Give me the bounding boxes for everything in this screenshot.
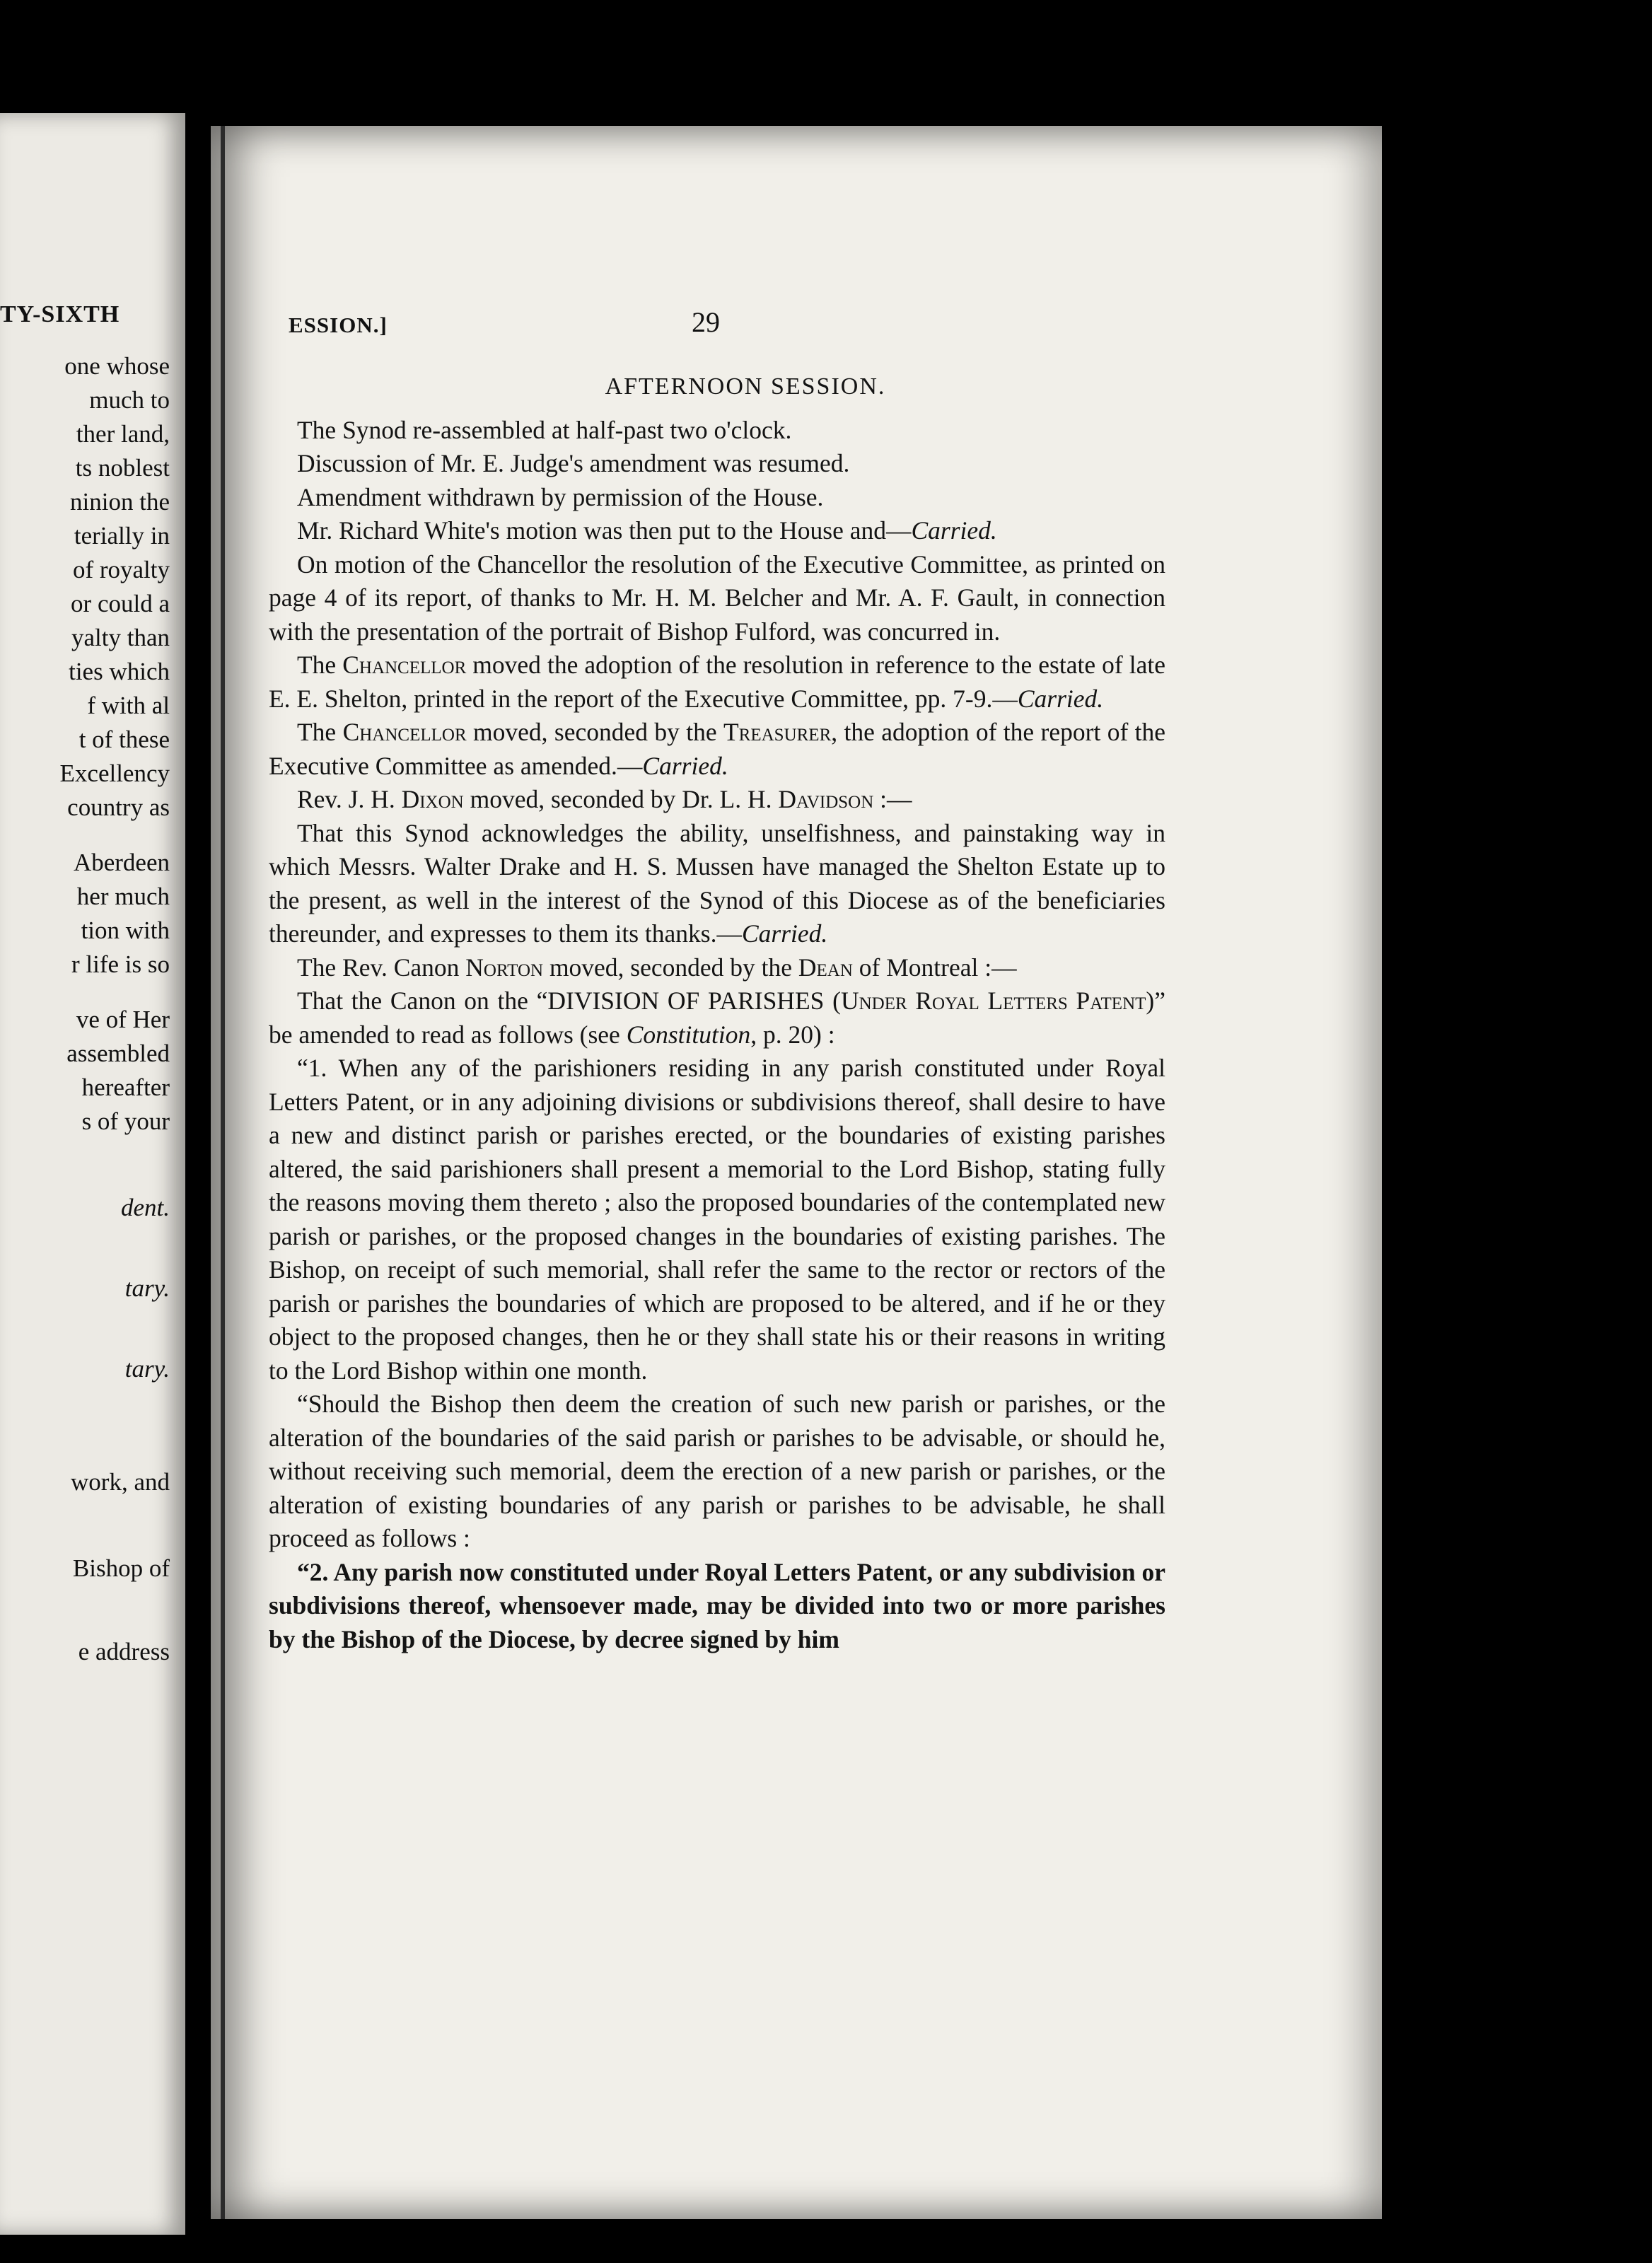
left-line: country as: [67, 793, 170, 821]
paragraph: [269, 648, 1165, 716]
page-number: 29: [692, 306, 720, 338]
left-line: yalty than: [71, 624, 170, 651]
name-norton: Norton: [465, 953, 544, 982]
paragraph: “1. When any of the parishioners residing in any parish constituted under Royal Letters Patent, or in any adjoining divisions or subdivisions thereof, shall desire to have a new and distinct parish or parishes erected, or the boundaries of existing parishes altered, the said parishioners shall present a memorial to the Lord Bishop, stating fully the reasons moving them thereto ; also the proposed boundaries of the contemplated new parish or parishes, or the proposed changes in the boundaries of existing parishes. The Bishop, on receipt of such memorial, shall refer the same to the rector or rectors of the parish or parishes the boundaries of which are proposed to be altered, and if he or they object to the proposed changes, then he or they shall state his or their reasons in writing to the Lord Bishop within one month.: [269, 1054, 1165, 1385]
left-line: ties which: [69, 658, 170, 685]
paragraph: “2. Any parish now constituted under Royal Letters Patent, or any subdivision or subdivisions thereof, whensoever made, may be divided into two or more parishes by the Bishop of the Diocese, by decree signed by him: [269, 1557, 1165, 1653]
left-line: terially in: [74, 522, 170, 549]
left-line: t of these: [78, 726, 170, 753]
name-treasurer: Treasurer: [723, 718, 832, 746]
carried-note: Carried.: [1017, 684, 1104, 713]
left-line: tary.: [124, 1274, 170, 1302]
left-line: dent.: [120, 1194, 170, 1221]
left-line: ther land,: [76, 420, 170, 448]
section-title: AFTERNOON SESSION.: [605, 373, 886, 400]
name-davidson: Davidson: [778, 785, 874, 813]
left-line: her much: [76, 883, 170, 910]
right-page: [211, 126, 1382, 2219]
paragraph-text: )” be amended to read as follows (see: [269, 987, 1166, 1049]
paragraph: On motion of the Chancellor the resolution of the Executive Committee, as printed on page 4 of its report, of thanks to Mr. H. M. Belcher and Mr. A. F. Gault, in connection with the presentation of the portrait of Bishop Fulford, was concurred in.: [269, 549, 1165, 646]
left-facing-page: [0, 113, 185, 2235]
book-gutter: [185, 113, 211, 2235]
paragraph-text: The: [297, 718, 343, 746]
name-dixon: Dixon: [401, 785, 464, 813]
paragraph-text: moved, seconded by the: [543, 953, 798, 982]
name-under-royal-letters-patent: Under Royal Letters Patent: [840, 987, 1146, 1015]
left-line: assembled: [66, 1040, 170, 1067]
running-head: ESSION.]: [289, 313, 388, 337]
left-line: or could a: [71, 590, 170, 617]
page-body: [269, 370, 1165, 1656]
paragraph: Amendment withdrawn by permission of the House.: [297, 482, 824, 511]
left-line: much to: [89, 386, 170, 414]
paragraph: [269, 783, 1165, 817]
left-line: ts noblest: [75, 454, 170, 482]
paragraph: [269, 984, 1165, 1052]
constitution-ref: Constitution: [626, 1020, 751, 1049]
left-line: one whose: [64, 352, 170, 380]
left-line: Excellency: [59, 760, 170, 787]
paragraph: [269, 514, 1165, 548]
left-line: s of your: [81, 1107, 170, 1135]
paragraph: [269, 716, 1165, 783]
paragraph: [269, 817, 1165, 951]
carried-note: Carried.: [741, 919, 828, 948]
paragraph-text: That this Synod acknowledges the ability, unselfishness, and painstaking way in which Messrs. Walter Drake and H. S. Mussen have managed the Shelton Estate up to the present, as well in the interest of the Synod of this Diocese as of the beneficiaries thereunder, and expresses to them its thanks.—: [269, 818, 1165, 948]
paragraph-text: That the Canon on the “DIVISION OF PARISHES (: [297, 987, 841, 1015]
left-line: f with al: [87, 692, 170, 719]
left-line: of royalty: [72, 556, 170, 583]
paragraph: “Should the Bishop then deem the creation of such new parish or parishes, or the alteration of the boundaries of the said parish or parishes to be advisable, or should he, without receiving such memorial, deem the erection of a new parish or parishes, or the alteration of existing boundaries of any parish or parishes to be advisable, he shall proceed as follows :: [269, 1390, 1165, 1552]
left-line: r life is so: [71, 950, 170, 978]
paragraph: Discussion of Mr. E. Judge's amendment was resumed.: [297, 449, 850, 477]
paragraph-text: , the adoption of the report of the Executive Committee as amended.—: [269, 718, 1166, 780]
left-line: tary.: [124, 1355, 170, 1383]
paragraph-text: Rev. J. H.: [297, 785, 402, 813]
paragraph-text: :—: [873, 785, 912, 813]
left-line: hereafter: [81, 1074, 170, 1101]
carried-note: Carried.: [911, 516, 997, 545]
left-line: ve of Her: [76, 1006, 170, 1033]
left-line: tion with: [81, 917, 170, 944]
name-chancellor: Chancellor: [342, 651, 467, 679]
left-line: Bishop of: [72, 1554, 170, 1582]
paragraph: [269, 951, 1165, 985]
left-running-head: TY-SIXTH: [0, 301, 120, 327]
left-line: Aberdeen: [73, 849, 170, 876]
paragraph-text: moved, seconded by Dr. L. H.: [463, 785, 779, 813]
carried-note: Carried.: [642, 751, 728, 780]
left-line: work, and: [71, 1468, 170, 1496]
paragraph-text: The Rev. Canon: [297, 953, 466, 982]
spine-edge: [221, 126, 225, 2219]
paragraph-text: moved, seconded by the: [466, 718, 723, 746]
left-line: e address: [78, 1638, 170, 1665]
paragraph: The Synod re-assembled at half-past two o'clock.: [297, 415, 792, 444]
paragraph-text: , p. 20) :: [750, 1020, 835, 1049]
name-chancellor: Chancellor: [342, 718, 467, 746]
paragraph-text: moved the adoption of the resolution in reference to the estate of late E. E. Shelton, printed in the report of the Executive Committee, pp. 7-9.—: [269, 651, 1165, 713]
paragraph-text: Mr. Richard White's motion was then put to the House and—: [297, 516, 912, 545]
left-line: ninion the: [70, 488, 170, 516]
name-dean: Dean: [798, 953, 853, 982]
paragraph-text: of Montreal :—: [852, 953, 1017, 982]
paragraph-text: The: [297, 651, 343, 679]
